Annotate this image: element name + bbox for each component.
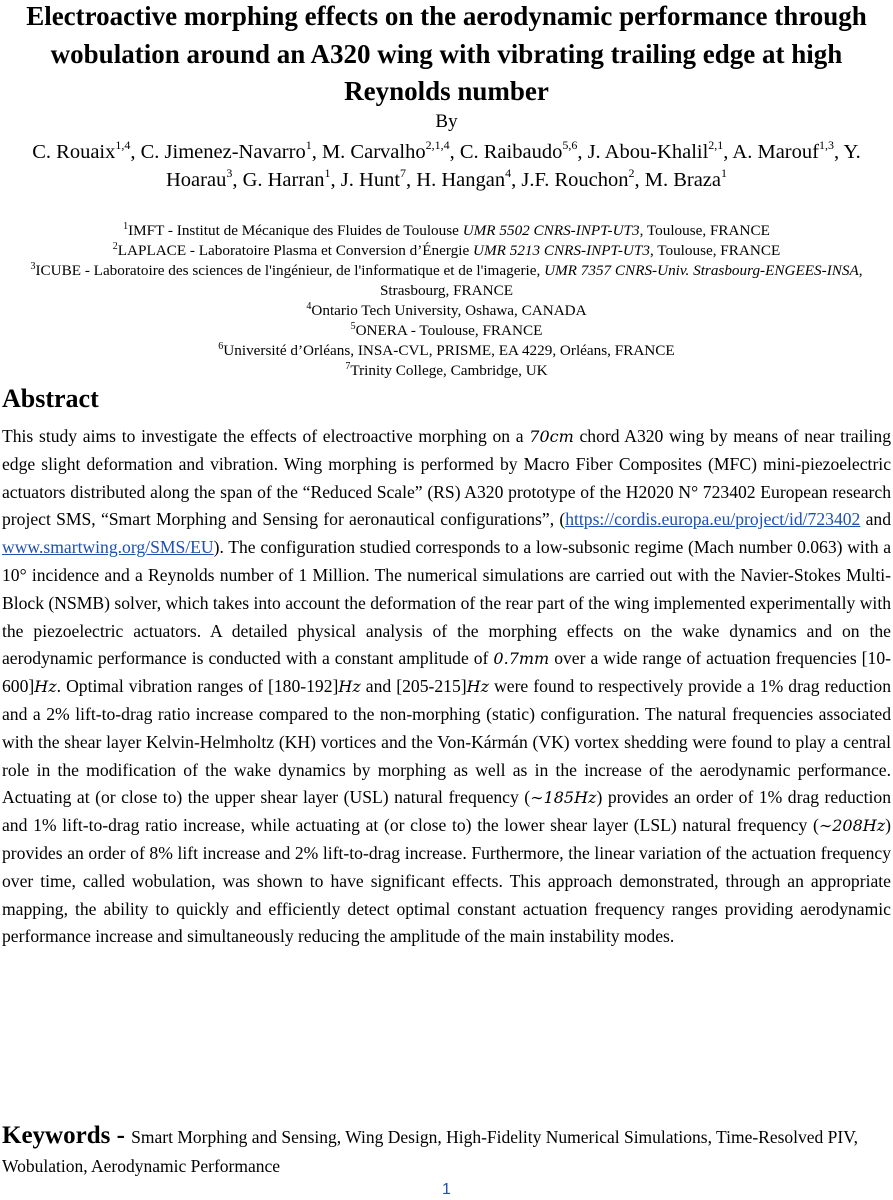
abstract-paragraph: [2, 423, 891, 951]
author-affil-sup: 1,4: [115, 138, 131, 152]
author-name: Y. Hoarau: [165, 141, 861, 191]
affiliation-location: , Toulouse, FRANCE: [639, 222, 770, 239]
page-number: 1: [442, 1181, 451, 1198]
abstract-text: . Optimal vibration ranges of [180-192]: [56, 676, 339, 697]
abstract-math: 0.7mm: [493, 649, 550, 669]
author-affil-sup: 5,6: [562, 138, 578, 152]
abstract-text: and: [860, 509, 891, 530]
abstract-body: [2, 423, 891, 951]
affiliation-list: [0, 221, 893, 381]
affiliation-number: 5: [350, 321, 356, 332]
author-name: A. Marouf: [732, 141, 819, 163]
author-name: C. Raibaudo: [459, 141, 563, 163]
abstract-text: This study aims to investigate the effects of electroactive morphing on a: [2, 426, 530, 446]
affiliation-text: IMFT - Institut de Mécanique des Fluides de Toulouse: [128, 222, 463, 239]
abstract-math: ∼208Hz: [818, 816, 886, 836]
affiliation-unit: UMR 5502 CNRS-INPT-UT3: [462, 222, 640, 239]
author-affil-sup: 1: [305, 138, 312, 152]
affiliation-line: [0, 261, 893, 301]
affiliation-text: Trinity College, Cambridge, UK: [350, 362, 548, 379]
keywords-text: Smart Morphing and Sensing, Wing Design, High-Fidelity Numerical Simulations, Time-Resolved PIV, Wobulation, Aerodynamic Performance: [2, 1127, 858, 1176]
affiliation-line: [0, 321, 893, 341]
author-affil-sup: 1: [324, 166, 331, 180]
author-affil-sup: 7: [400, 166, 407, 180]
keywords-section: [2, 1121, 891, 1181]
abstract-text: ) provides an order of 1% drag reduction and 1% lift-to-drag ratio increase, while actuating at (or close to) the lower shear layer (LSL) natural frequency (: [2, 787, 891, 836]
affiliation-line: [0, 241, 893, 261]
affiliation-text: Université d’Orléans, INSA-CVL, PRISME, EA 4229, Orléans, FRANCE: [223, 342, 675, 359]
affiliation-unit: UMR 7357 CNRS-Univ. Strasbourg-ENGEES-INSA: [544, 262, 859, 279]
author-name: J. Hunt: [340, 169, 401, 191]
abstract-text: ) provides an order of 8% lift increase and 2% lift-to-drag increase. Furthermore, the linear variation of the actuation frequency over time, called wobulation, was shown to have significant effects. This approach demonstrated, through an appropriate mapping, the ability to quickly and efficiently detect optimal constant actuation frequency ranges providing aerodynamic performance increase and simultaneously reducing the amplitude of the main instability modes.: [2, 815, 891, 947]
abstract-link[interactable]: https://cordis.europa.eu/project/id/723402: [565, 509, 861, 530]
abstract-text: were found to respectively provide a 1% drag reduction and a 2% lift-to-drag ratio increase compared to the non-morphing (static) configuration. The natural frequencies associated with the shear layer Kelvin-Helmholtz (KH) vortices and the Von-Kármán (VK) vortex shedding were found to play a central role in the modification of the wake dynamics by morphing as well as in the increase of the aerodynamic performance. Actuating at (or close to) the upper shear layer (USL) natural frequency (: [2, 676, 892, 808]
paper-title: Electroactive morphing effects on the aerodynamic performance through wobulation around an A320 wing with vibrating trailing edge at high Reynolds number: [26, 1, 867, 106]
affiliation-text: ONERA - Toulouse, FRANCE: [355, 322, 543, 339]
author-affil-sup: 2,1,4: [425, 138, 450, 152]
author-affil-sup: 1,3: [818, 138, 834, 152]
affiliation-line: [0, 221, 893, 241]
abstract-heading: Abstract: [2, 384, 99, 413]
affiliation-line: [0, 361, 893, 381]
author-affil-sup: 4: [505, 166, 512, 180]
author-name: C. Rouaix: [32, 141, 116, 163]
by-line: By: [435, 111, 458, 132]
affiliation-text: LAPLACE - Laboratoire Plasma et Conversion d’Énergie: [117, 242, 474, 259]
author-name: M. Carvalho: [321, 141, 426, 163]
affiliation-number: 2: [112, 241, 118, 252]
affiliation-number: 7: [345, 361, 351, 372]
affiliation-line: [0, 301, 893, 321]
abstract-math: Hz: [466, 677, 490, 697]
author-affil-sup: 1: [721, 166, 728, 180]
keywords-heading: Keywords -: [2, 1122, 132, 1149]
abstract-text: and [205-215]: [360, 676, 467, 697]
abstract-text: ). The configuration studied corresponds to a low-subsonic regime (Mach number 0.063) with a 10° incidence and a Reynolds number of 1 Million. The numerical simulations are carried out with the Navier-Stokes Multi-Block (NSMB) solver, which takes into account the deformation of the rear part of the wing implemented experimentally with the piezoelectric actuators. A detailed physical analysis of the morphing effects on the wake dynamics and on the aerodynamic performance is conducted with a constant amplitude of: [2, 537, 891, 669]
affiliation-text: Ontario Tech University, Oshawa, CANADA: [311, 302, 587, 319]
author-affil-sup: 2,1: [708, 138, 724, 152]
abstract-link[interactable]: www.smartwing.org/SMS/EU: [2, 537, 214, 558]
affiliation-line: [0, 341, 893, 361]
abstract-text: chord A320 wing by means of near trailing edge slight deformation and vibration. Wing morphing is performed by Macro Fiber Composites (MFC) mini-piezoelectric actuators distributed along the span of the “Reduced Scale” (RS) A320 prototype of the H2020 N° 723402 European research project SMS, “Smart Morphing and Sensing for aeronautical configurations”, (: [2, 426, 891, 530]
abstract-math: Hz: [34, 677, 57, 697]
affiliation-unit: UMR 5213 CNRS-INPT-UT3: [473, 242, 650, 259]
affiliation-number: 1: [123, 221, 129, 232]
author-affil-sup: 3: [226, 166, 233, 180]
author-name: G. Harran: [242, 169, 325, 191]
author-name: J.F. Rouchon: [521, 169, 629, 191]
abstract-math: ∼185Hz: [530, 788, 597, 808]
author-name: J. Abou-Khalil: [587, 141, 709, 163]
author-list: C. Rouaix$^{1,4}$, C. Jimenez-Navarro$^1$, M. Carvalho$^{2,1,4}$, C. Raibaudo$^{5,6}$, J. Abou-Khalil$^{2,1}$, A. Marouf$^{1,3}$, Y. Hoarau$^3$, G. Harran$^1$, J. Hunt$^7$, H. Hangan$^4$, J.F. Rouchon$^2$, M. Braza$^1$: [32, 138, 861, 191]
abstract-math: 70cm: [529, 427, 574, 446]
abstract-text: over a wide range of actuation frequencies [10-600]: [2, 648, 891, 697]
affiliation-location: , Strasbourg, FRANCE: [379, 262, 863, 299]
affiliation-number: 4: [306, 301, 312, 312]
affiliation-number: 3: [30, 261, 36, 272]
author-name: M. Braza: [644, 169, 722, 191]
author-affil-sup: 2: [628, 166, 635, 180]
author-name: C. Jimenez-Navarro: [140, 141, 306, 163]
affiliation-location: , Toulouse, FRANCE: [649, 242, 781, 259]
abstract-math: Hz: [338, 677, 361, 697]
affiliation-number: 6: [218, 341, 224, 352]
affiliation-text: ICUBE - Laboratoire des sciences de l'ingénieur, de l'informatique et de l'imagerie,: [35, 262, 545, 279]
author-name: H. Hangan: [416, 169, 506, 191]
